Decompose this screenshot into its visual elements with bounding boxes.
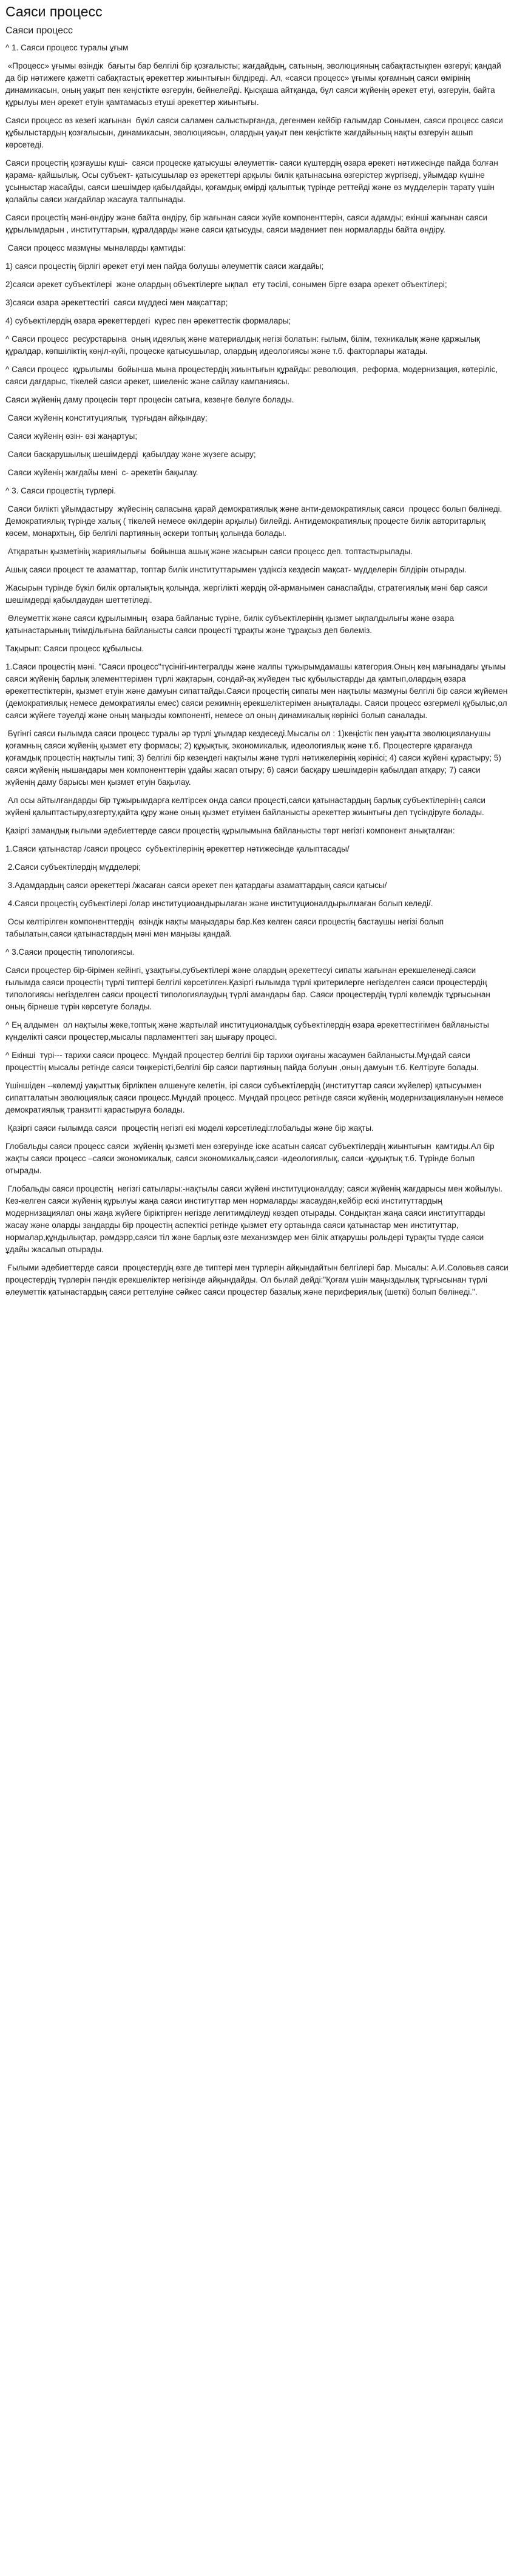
paragraph: Саяси процесс мазмұны мыналарды қамтиды:	[5, 243, 186, 253]
paragraph: ^ Екінші түрі--- тарихи саяси процесс. Мұндай процестер белгілі бір тарихи оқиғаны жасаумен байланысты.Мұндай саяси процесттің мысалы ретінде саяси төңкерісті,белгілі бір саяси партияның пайда болуын ,оның дамуын т.б. Келтіруге болады.	[5, 1051, 479, 1072]
paragraph: Саяси процестің мәні-өндіру және байта өндіру, бір жағынан саяси жүйе компоненттерін, саяси адамды; екінші жағынан саяси құрылымдарын , институттарын, құралдарды және саяси қатысуды, саяси мәдениет пен нормаларды байта өндіру.	[5, 213, 490, 234]
paragraph: Атқаратын қызметінің жариялылығы бойынша ашық және жасырын саяси процесс деп. топтастырылады.	[5, 547, 413, 556]
paragraph: Саяси билікті ұйымдастыру жүйесінің сапасына қарай демократиялық және анти-демократиялық саяси процесс болып бөлінеді. Демократиялық түрінде халық ( тікелей немесе өкілдерін арқылы) билейді. Антидемократиялық процесте билік авторитарлық көсем, монархтың, бір белгілі партияның әскери топтың қолында болады.	[5, 504, 505, 538]
paragraph: Саяси процестер бір-бірімен кейінгі, ұзақтығы,субъектілері және олардың әрекеттесуі сипаты жағынан ерекшеленеді.саяси ғылымда саяси процестің түрлі типтері белгілі көрсетілген.Қазіргі ғылымда түрлі критерилерге негізделген саяси процестердің типологиясы негізделген саяси процесті типологиялаудың түрлі амандары бар. Саяси процестердің түрлі көлемдік тұрғысынан оның бірнеше түрін көрсетуге болады.	[5, 966, 493, 1011]
paragraph: 2.Саяси субъектілердің мүдделері;	[5, 863, 141, 872]
paragraph: Жасырын түрінде бүкіл билік орталықтың қолында, жергілікті жердің ой-арманымен санаспайды, стратегиялық мәні бар саяси шешімдерді қабылдаудан шеттетіледі.	[5, 583, 490, 605]
paragraph: Ашық саяси процест те азаматтар, топтар билік институттарымен үздіксіз кездесіп мақсат- мүдделерін білдірін отырады.	[5, 565, 467, 574]
paragraph: Қазіргі саяси ғылымда саяси процестің негізгі екі моделі көрсетіледі:глобальды және бір жақты.	[5, 1124, 374, 1133]
paragraph: Глобальды саяси процесс саяси жүйенің қызметі мен өзгеруінде іске асатын саясат субъектілердің жиынтығын қамтиды.Ал бір жақты саяси процесс –саяси экономикалық, саяси экономикалық,саяси -идеологиялық, саяси -құқықтық т.б. Түрінде болып отырады.	[5, 1142, 497, 1175]
paragraph: Саяси процесс өз кезегі жағынан бүкіл саяси саламен салыстырғанда, дегенмен кейбір ғалымдар Сонымен, саяси процесс саяси құбылыстардың қозғалысын, динамикасын, эволюциясын, олардың уақыт пен кеңістікте жағдайының нақты өзгеруін ашып көрсетеді.	[5, 116, 506, 149]
paragraph: 3)саяси өзара әрекеттестігі саяси мүддесі мен мақсаттар;	[5, 298, 228, 307]
paragraph: Саяси жүйенің даму процесін төрт процесін сатыға, кезеңге бөлуге болады.	[5, 395, 294, 404]
paragraph: Ғылыми әдебиеттерде саяси процестердің өзге де типтері мен түрлерін айқындайтын белгілері бар. Мысалы: А.И.Соловьев саяси процестердің түрлерін пәндік ерекшеліктер негізінде айқындайды. Ол былай дейді:"Қоғам үшін маңыздылық тұрғысынан түрлі әлеуметтік қатынастардың саяси реттелуіне сәйкес саяси процестер базалық және перифериялық (шеткі) болып бөлінеді.".	[5, 1263, 511, 1296]
paragraph: Әлеуметтік және саяси құрылымның өзара байланыс түріне, билік субъектілерінің қызмет ықпалдылығы және өзара қатынастарының тиімділығына байланысты саяси процесті тұрақты және тұрақсыз деп бөлемiз.	[5, 614, 456, 635]
paragraph: ^ Саяси процесс құрылымы бойынша мына процестердің жиынтығын құрайды: революция, реформа, модернизация, көтеріліс, саяси дағдарыс, тікелей саяси әрекет, шиеленіс және сайлау кампаниясы.	[5, 365, 500, 386]
paragraph: Қазіргі замандық ғылыми әдебиеттерде саяси процестің құрылымына байланысты төрт негізгі компонент анықталған:	[5, 826, 455, 835]
paragraph: ^ Ең алдымен ол нақтылы жеке,топтық және жартылай институционалдық субъектілердің өзара әрекеттестігімен байланысты күнделікті саяси процестер,мысалы парламенттегі заң шығару процесі.	[5, 1020, 492, 1042]
page-subtitle: Саяси процесс	[5, 25, 73, 36]
paragraph: Үшіншіден --көлемді уақыттық бірлікпен өлшенуге келетін, ірі саяси субъектілердің (институттар саяси жүйелер) қатысуымен сипатталатын эволюциялық саяси процесс.Мұндай процесс. Мұндай процесс ретінде саяси жүйенің модернизациялануын немесе демократиялық транзитті қарастыруға болады.	[5, 1081, 506, 1114]
paragraph: Саяси басқарушылық шешімдерді қабылдау және жүзеге асыру;	[5, 450, 256, 459]
paragraph: Бүгінгі саяси ғылымда саяси процесс туралы әр түрлі ұғымдар кездеседі.Мысалы ол : 1)кеңістік пен уақытта эволюцияланушы қоғамның саяси жүйенің қызмет ету формасы; 2) құқықтық, экономикалық, идеологиялық және т.б. Процестерге қарағанда қоғамдық процестің нақтылы типі; 3) белгілі бір кезеңдегі нақтылы және түрлі нәтижелерінің көрінісі; 4) саяси жүйені құрастыру; 5) саяси жүйенің нышандары мен компоненттерін ұдайы жасап отыру; 6) саяси басқару шешімдерін қабылдап атқару; 7) саяси жүйенің даму барысы мен қызмет етуін бақылау.	[5, 729, 504, 787]
paragraph: ^ Саяси процесс ресурстарына оның идеялық және материалдық негізі болатын: ғылым, білім, техникалық және қаржылық құралдар, көпшіліктің көңіл-күйі, процеске қатысушылар, олардың идеологиясы және т.б. факторлары жатады.	[5, 334, 482, 356]
paragraph: 1.Саяси процестің мәні. "Саяси процесс"түсінігі-интегралды және жалпы тұжырымдамашы категория.Оның кең мағынадағы ұғымы саяси жүйенің барлық элементтерімен түрлі жақтарын, сондай-ақ жүйеден тыс құбылыстарды да қамтып,олардың өзара әрекеттестіктерін, қызмет етуін және дамуын сипаттайды.Саяси процестің сипаты мен нақтылы мазмұны белгілі бір саяси жүйемен (демократиялық немесе демократиялы емес) саяси режимнің ерекшеліктерімен анықталады. Саяси процесс өзгермелі құбылыс,ол саяси жүйеге тәуелді және оның маңызды компоненті, немесе ол оның динамикалық көрінісі болып саналады.	[5, 662, 510, 720]
document-body	[5, 42, 509, 1298]
paragraph: 2)саяси әрекет субъектілері және олардың объектілерге ықпал ету тәсілі, сонымен бірге өзара әрекет объектілері;	[5, 280, 447, 289]
paragraph: ^ 3.Саяси процестің типологиясы.	[5, 947, 135, 957]
paragraph: 1) саяси процестің бірлігі әрекет етуі мен пайда болушы әлеуметтік саяси жағдайы;	[5, 262, 324, 271]
paragraph: ^ 3. Саяси процестің түрлері.	[5, 486, 117, 495]
paragraph: Осы келтірілген компоненттердің өзіндік нақты маңыздары бар.Кез келген саяси процестің бастаушы негізі болып табылатын,саяси қатынастардың мәні мен маңызы қандай.	[5, 917, 446, 938]
paragraph: Глобальды саяси процестің негізгі сатылары:-нақтылы саяси жүйені институционалдау; саяси жүйенің жағдарысы мен жойылуы. Кез-келген саяси жүйенің құрылуы жаңа саяси институттар мен нормаларды жасаудан,кейбір ескі институттардың модернизациялап оны жаңа жүйеге біріктірген негізде легитимділеуді көздеп отырады. Сондықтан жаңа саяси институттарды жасау және оларды заңдарды бір процестің аспектісі ретінде қызмет ету ортаында саяси қатынастар мен институттар, нормалар,құндылықтар, рәмдэрр,саяси тіл және барлық өзге механизмдер мен білік атқарушы рольдері тұрақты түрде саяси ұдайы жасалып отырады.	[5, 1184, 505, 1254]
paragraph: 3.Адамдардың саяси әрекеттері /жасаған саяси әрекет пен қатардағы азаматтардың саяси қатысы/	[5, 881, 387, 890]
paragraph: Саяси процестің қозғаушы күші- саяси процеске қатысушы әлеуметтік- саяси күштердің өзара әрекеті нәтижесінде пайда болған қарама- қайшылық. Осы субъект- қатысушылар өз әрекеттері арқылы билік қатынасына өзгерістер жүргізеді, уйымдар күшіне ұсыныстар жасайды, саяси шешімдер қабылдайды, қоғамдық өмірді қалыптық түрінде реттейді және өз мүдделерін тарату үшін қолайлы саяси жағдайлар жасауға талпынады.	[5, 158, 501, 204]
paragraph: 4) субъектілердің өзара әрекеттердегі күрес пен әрекеттестік формалары;	[5, 316, 291, 325]
page-title: Саяси процесс	[5, 4, 103, 19]
paragraph: 4.Саяси процестің субъектілері /олар институциоандырылаған және институционалдырылмаған болып келеді/.	[5, 899, 433, 908]
paragraph: Саяси жүйенің өзін- өзі жаңартуы;	[5, 432, 138, 441]
paragraph: Тақырып: Саяси процесс құбылысы.	[5, 644, 144, 653]
paragraph: ^ 1. Саяси процесс туралы ұғым	[5, 43, 129, 52]
paragraph: Саяси жүйенің конституциялық түрғыдан айқындау;	[5, 413, 208, 422]
paragraph: Саяси жүйенің жағдайы мені с- әрекетін бақылау.	[5, 468, 198, 477]
paragraph: «Процесс» ұғымы өзіндік бағыты бар белгілі бір қозғалысты; жағдайдың, сатының, эволюцияның сабақтастықпен өзгеруі; қандай да бір нәтижеге қажетті сабақтастық әрекеттер жиынтығын білдіреді. Ал, «саяси процесс» ұғымы қоғамның саяси өмірінің динамикасын, оның уақыт пен кеңістікте өзгеруін, бейнелейді. Қысқаша айтқанда, бұл саяси жүйенің әрекет етуі, өзгеруін, байта құрылуы мен әрекет етуін қамтамасыз етуші әрекеттер жиынтығы.	[5, 61, 504, 107]
paragraph: 1.Саяси қатынастар /саяси процесс субъектілерінің әрекеттер нәтижесінде қалыптасады/	[5, 844, 350, 853]
paragraph: Ал осы айтылғандарды бір тұжырымдарға келтірсек онда саяси процесті,саяси қатынастардың барлық субъектілерінің саяси жүйені қалыптастыру,өзгерту,қайта құру және оның қызмет етуімен байланысты әрекеттер жиынтығы деп түсіндіруге болады.	[5, 796, 488, 817]
